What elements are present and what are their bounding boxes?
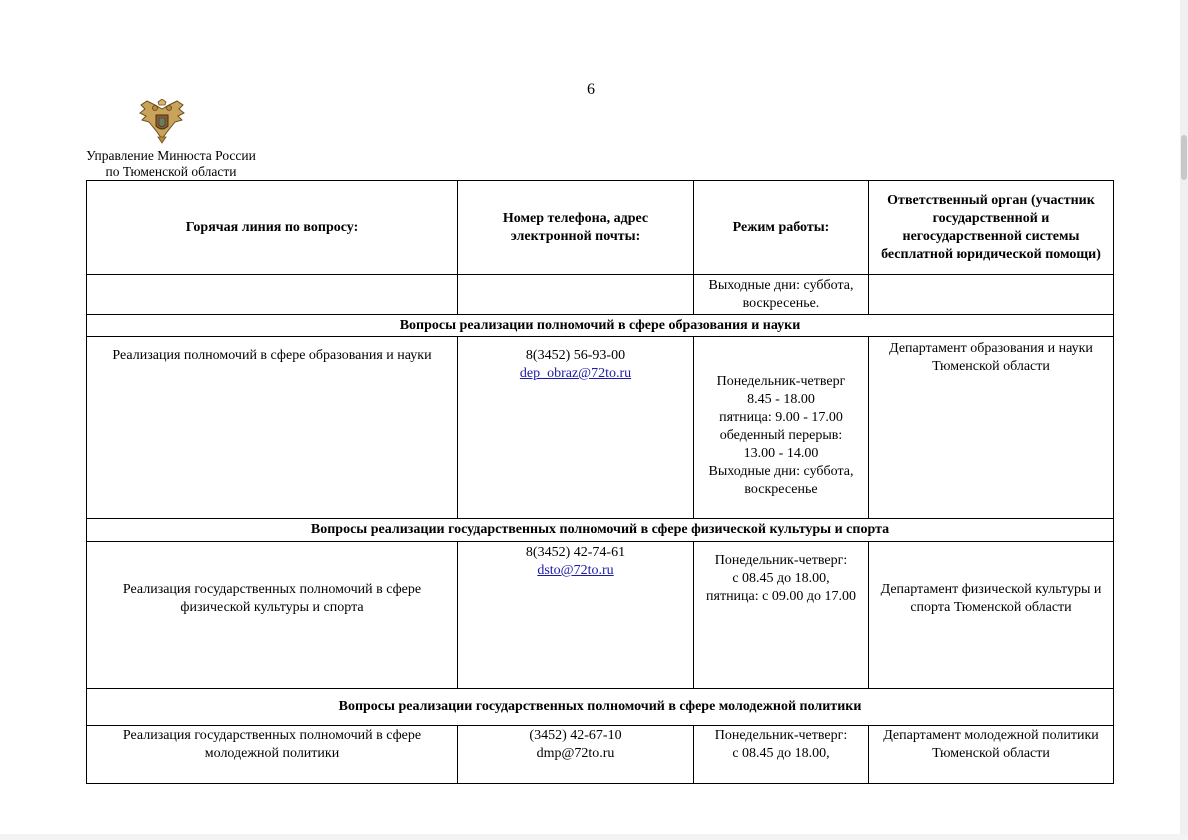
hours-line: Понедельник-четверг <box>716 374 846 389</box>
hours-line: с 08.45 до 18.00, <box>732 571 830 586</box>
column-header-body: Ответственный орган (участник государственной и негосударственной системы бесплатной юридической помощи) <box>869 181 1114 275</box>
scrollbar-thumb[interactable] <box>1181 135 1187 180</box>
table-row <box>87 337 1114 519</box>
email-link[interactable]: dsto@72to.ru <box>537 563 614 578</box>
vertical-scrollbar[interactable] <box>1180 0 1188 840</box>
column-header-hours: Режим работы: <box>694 181 869 275</box>
phone-number: (3452) 42-67-10 <box>529 728 622 743</box>
hours-cell <box>694 337 869 519</box>
table-cell-empty <box>458 275 694 315</box>
double-headed-eagle-emblem-icon <box>137 99 187 145</box>
table-row <box>87 542 1114 689</box>
bottom-band <box>0 834 1188 840</box>
hours-line: Понедельник-четверг: <box>714 553 848 568</box>
responsible-body-cell: Департамент молодежной политики Тюменской области <box>869 726 1114 784</box>
hours-line: 8.45 - 18.00 <box>747 392 815 407</box>
column-header-topic: Горячая линия по вопросу: <box>87 181 458 275</box>
hours-line: пятница: с 09.00 до 17.00 <box>706 589 856 604</box>
topic-cell: Реализация государственных полномочий в сфере физической культуры и спорта <box>87 542 458 689</box>
responsible-body-cell: Департамент физической культуры и спорта Тюменской области <box>869 542 1114 689</box>
section-title: Вопросы реализации государственных полномочий в сфере молодежной политики <box>87 689 1114 726</box>
hours-cell <box>694 542 869 689</box>
org-name-line1: Управление Минюста России <box>86 148 256 163</box>
hours-line: воскресенье <box>744 482 818 497</box>
table-cell-empty <box>87 275 458 315</box>
section-header-row <box>87 519 1114 542</box>
phone-number: 8(3452) 42-74-61 <box>525 545 626 560</box>
table-row <box>87 275 1114 315</box>
section-title: Вопросы реализации полномочий в сфере образования и науки <box>87 315 1114 337</box>
hours-cell: Выходные дни: суббота, воскресенье. <box>694 275 869 315</box>
contacts-cell <box>458 726 694 784</box>
org-name-line2: по Тюменской области <box>105 164 237 179</box>
email-text: dmp@72to.ru <box>536 746 615 761</box>
hours-line: с 08.45 до 18.00, <box>732 746 830 761</box>
section-header-row <box>87 315 1114 337</box>
hours-line: Выходные дни: суббота, <box>708 464 854 479</box>
contacts-cell <box>458 337 694 519</box>
hours-cell <box>694 726 869 784</box>
section-header-row <box>87 689 1114 726</box>
column-header-contacts: Номер телефона, адрес электронной почты: <box>458 181 694 275</box>
table-header-row <box>87 181 1114 275</box>
table-cell-empty <box>869 275 1114 315</box>
contacts-cell <box>458 542 694 689</box>
hotline-table <box>86 180 1114 784</box>
phone-number: 8(3452) 56-93-00 <box>525 348 626 363</box>
page-number: 6 <box>587 81 595 98</box>
email-link[interactable]: dep_obraz@72to.ru <box>519 366 632 381</box>
hours-line: пятница: 9.00 - 17.00 <box>719 410 843 425</box>
responsible-body-cell: Департамент образования и науки Тюменской области <box>869 337 1114 519</box>
topic-cell: Реализация государственных полномочий в сфере молодежной политики <box>87 726 458 784</box>
organization-name <box>76 148 266 180</box>
topic-cell: Реализация полномочий в сфере образования и науки <box>87 337 458 519</box>
hours-line: Понедельник-четверг: <box>714 728 848 743</box>
hours-line: 13.00 - 14.00 <box>743 446 819 461</box>
table-row <box>87 726 1114 784</box>
section-title: Вопросы реализации государственных полномочий в сфере физической культуры и спорта <box>87 519 1114 542</box>
hours-line: обеденный перерыв: <box>719 428 843 443</box>
